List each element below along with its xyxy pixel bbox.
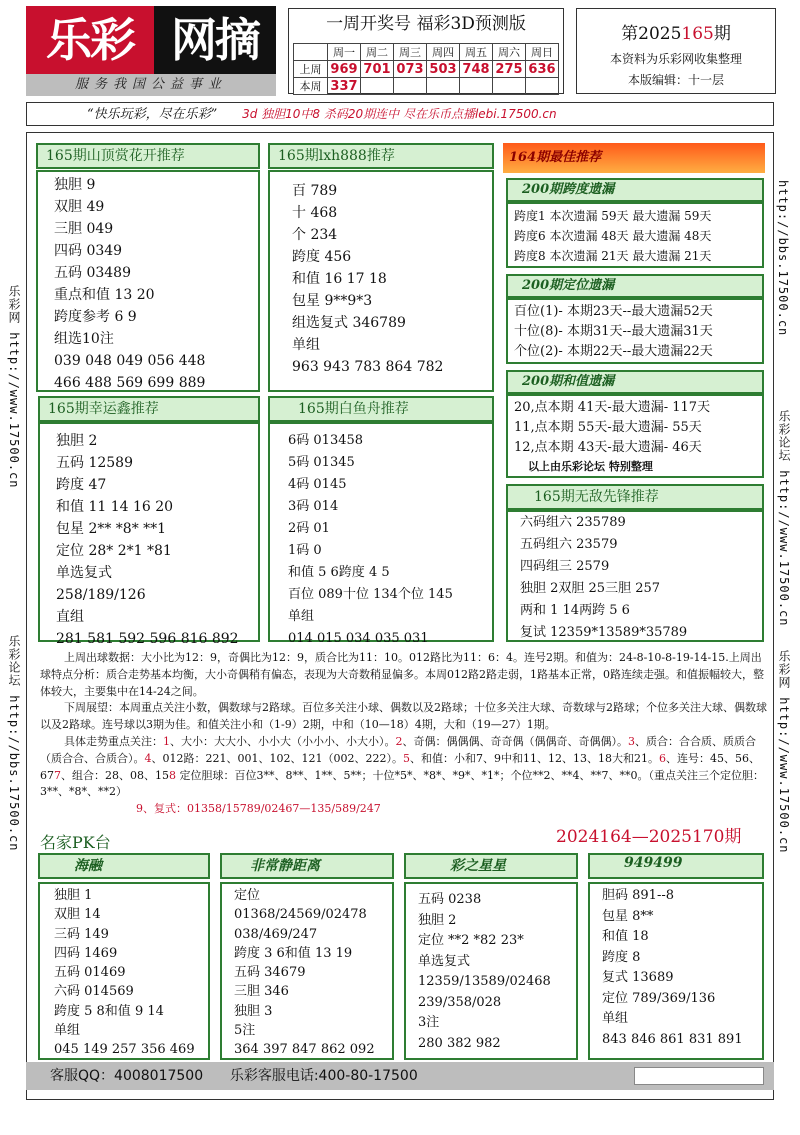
line: 五码 01469 [54, 965, 126, 981]
line: 双胆 49 [54, 199, 105, 215]
best-title: 164期最佳推荐 [503, 143, 765, 173]
editor-note: 本版编辑：十一层 [627, 73, 724, 87]
seg-num: 7 [54, 768, 61, 782]
line: 复试 12359*13589*35789 [520, 625, 688, 640]
footer-qq[interactable]: 客服QQ：4008017500 [50, 1068, 204, 1084]
analysis-text [40, 650, 770, 818]
line: 单组 [292, 337, 320, 353]
panel-wudi [506, 510, 764, 642]
seg-num: 6 [658, 751, 666, 765]
banner [26, 102, 774, 126]
line: 跨度 47 [56, 477, 107, 493]
draw-number [427, 78, 460, 95]
pk-range: 2024164—2025170期 [556, 827, 742, 847]
line: 单组 [602, 1011, 629, 1026]
line: 跨度 8 [602, 949, 641, 965]
line: 独胆 1 [54, 888, 93, 903]
corner-cell [294, 44, 328, 61]
span-omission-box [506, 202, 764, 268]
line: 01368/24569/02478 [234, 907, 367, 923]
line: 定位 **2 *82 23* [418, 933, 524, 948]
panel-shanding [36, 170, 260, 392]
line: 定位 28* 2*1 *81 [56, 543, 172, 559]
analysis-p4: 9、复式：01358/15789/02467—135/589/247 [136, 802, 381, 816]
line: 个位(2)- 本期22天--最大遗漏22天 [514, 344, 713, 359]
seg-num: 5 [402, 751, 410, 765]
line: 258/189/126 [56, 587, 146, 603]
line: 单组 [288, 609, 315, 624]
line: 280 382 982 [418, 1035, 501, 1051]
line: 十位(8)- 本期31天--最大遗漏31天 [514, 324, 713, 339]
seg: 、和值：小和7、9中和11、12、13、18大和21。 [409, 751, 659, 765]
line: 12,点本期 43天-最大遗漏- 46天 [514, 440, 702, 455]
line: 定位 [234, 888, 261, 903]
line: 三胆 049 [54, 221, 114, 237]
pk-title-caizhi: 彩之星星 [404, 853, 578, 879]
seg: 、连号：45、56、67 [40, 751, 760, 782]
draw-table [293, 43, 559, 95]
seg: 、奇偶：偶偶偶、奇奇偶（偶偶奇、奇偶偶）。 [402, 734, 628, 748]
line: 个 234 [292, 227, 338, 243]
panel-title-wudi: 165期无敌先锋推荐 [506, 484, 764, 510]
line: 独胆 2双胆 25三胆 257 [520, 581, 661, 596]
draw-number [361, 78, 394, 95]
line: 和值 5 6跨度 4 5 [288, 565, 390, 580]
footer-phone[interactable]: 乐彩客服电话:400-80-17500 [229, 1068, 418, 1084]
source-note: 本资料为乐彩网收集整理 [609, 52, 742, 66]
pk-label: 名家PK台 [40, 833, 111, 852]
panel-xingyun [38, 422, 260, 647]
draw-number: 337 [328, 78, 361, 95]
draw-number [394, 78, 427, 95]
position-omission-title: 200期定位遗漏 [506, 274, 764, 298]
analysis-p1: 上周出球数据：大小比为12：9，奇偶比为12：9，质合比为11：10。012路比为11：6：4。连号2期。和值为：24-8-10-8-19-14-15.上周出球特点分析：质合走势基本均衡，大小奇偶稍有偏态，表现为大奇数稍显偏多。本周012路2路走弱，1路基本正常，0路连续走强。和值振幅较大，整体较大，主要集中在14-24之间。 [40, 651, 764, 698]
banner-quote: “快乐玩彩，尽在乐彩” [87, 107, 218, 122]
line: 963 943 783 864 782 [292, 359, 444, 375]
issue-suffix: 期 [713, 24, 731, 44]
line: 复式 13689 [602, 970, 674, 985]
pk-title-haixiong: 海融 [38, 853, 210, 879]
line: 和值 18 [602, 929, 649, 944]
draw-number: 275 [493, 61, 526, 78]
seg: 、组合：28、08、15 [61, 768, 169, 782]
weekly-draw-box [288, 8, 564, 94]
panel-title-shanding: 165期山顶赏花开推荐 [36, 143, 260, 169]
line: 3码 014 [288, 499, 339, 514]
line: 12359/13589/02468 [418, 974, 551, 989]
seg: 、大小：大大小、小小大（小小小、小大小）。 [170, 734, 396, 748]
line: 直组 [56, 609, 84, 625]
draw-number: 701 [361, 61, 394, 78]
line: 843 846 861 831 891 [602, 1031, 743, 1047]
draw-number: 969 [328, 61, 361, 78]
position-omission-box [506, 298, 764, 364]
line: 两和 1 14两跨 5 6 [520, 603, 630, 618]
line: 五码组六 23579 [520, 537, 618, 552]
line: 038/469/247 [234, 926, 318, 942]
line: 独胆 2 [418, 912, 457, 928]
panel-baiyu [268, 422, 494, 646]
analysis-p3 [40, 734, 770, 801]
side-text-right-mid[interactable]: 乐彩论坛 http://www.17500.cn [777, 410, 791, 627]
line: 六码组六 235789 [520, 515, 626, 530]
seg-num: 4 [144, 751, 152, 765]
seg-num: 8 [169, 768, 176, 782]
line: 五码 03489 [54, 265, 131, 281]
line: 281 581 592 596 816 892 [56, 631, 239, 647]
line: 6码 013458 [288, 433, 364, 448]
line: 三码 149 [54, 926, 109, 942]
line: 百位 089十位 134个位 145 [288, 587, 453, 602]
seg-num: 2 [395, 734, 403, 748]
footer-blank-box [634, 1067, 764, 1085]
line: 百位(1)- 本期23天--最大遗漏52天 [514, 304, 713, 319]
line: 重点和值 13 20 [54, 287, 155, 303]
line: 四码组三 2579 [520, 559, 610, 574]
line: 039 048 049 056 448 [54, 353, 206, 369]
line: 5码 01345 [288, 455, 355, 470]
line: 包星 9**9*3 [292, 293, 373, 309]
logo-part2: 网摘 [154, 6, 276, 74]
pk-title-949499: 949499 [588, 853, 764, 879]
side-text-right-bottom[interactable]: 乐彩网 http://www.17500.cn [777, 650, 791, 854]
line: 单选复式 [56, 565, 112, 581]
line: 跨度6 本次遗漏 48天 最大遗漏 48天 [514, 229, 712, 243]
line: 四码 1469 [54, 945, 118, 961]
draw-number [526, 78, 559, 95]
draw-number: 073 [394, 61, 427, 78]
line: 跨度8 本次遗漏 21天 最大遗漏 21天 [514, 249, 712, 263]
side-text-left-bottom[interactable]: 乐彩论坛 http://bbs.17500.cn [7, 635, 21, 852]
credit-line: 以上由乐彩论坛 特别整理 [528, 460, 653, 473]
seg: 、质合：合合质、质质合（质合合、合质合）。 [40, 734, 756, 765]
line: 独胆 9 [54, 177, 96, 193]
draw-number: 748 [460, 61, 493, 78]
seg-num: 1 [163, 734, 170, 748]
pk-panel-caizhi [404, 882, 578, 1060]
panel-lxh [268, 170, 494, 392]
pk-panel-haixiong [38, 882, 210, 1060]
line: 定位 789/369/136 [602, 990, 716, 1006]
panel-title-xingyun: 165期幸运鑫推荐 [38, 396, 260, 422]
line: 跨度 3 6和值 13 19 [234, 945, 353, 961]
line: 单选复式 [418, 953, 471, 969]
side-text-right-top[interactable]: http://bbs.17500.cn [776, 180, 790, 337]
line: 六码 014569 [54, 984, 134, 1000]
row-label: 上周 [294, 61, 328, 78]
sum-omission-title: 200期和值遗漏 [506, 370, 764, 394]
line: 四码 0349 [54, 243, 123, 259]
logo-part1: 乐彩 [26, 6, 154, 74]
panel-title-lxh: 165期lxh888推荐 [268, 143, 494, 169]
footer-bar [26, 1062, 774, 1090]
line: 跨度 456 [292, 249, 352, 265]
line: 包星 2** *8* **1 [56, 521, 167, 537]
issue-num: 165 [681, 24, 714, 44]
line: 跨度1 本次遗漏 59天 最大遗漏 59天 [514, 209, 712, 223]
line: 5注 [234, 1023, 256, 1039]
line: 1码 0 [288, 543, 322, 558]
line: 239/358/028 [418, 994, 502, 1010]
pk-panel-949499 [588, 882, 764, 1060]
line: 2码 01 [288, 521, 330, 536]
issue-box [576, 8, 776, 94]
slogan: 服务我国公益事业 [26, 74, 276, 96]
line: 双胆 14 [54, 907, 101, 923]
span-omission-title: 200期跨度遗漏 [506, 178, 764, 202]
weekday-header: 周六 [493, 44, 526, 61]
weekday-header: 周日 [526, 44, 559, 61]
logo [26, 6, 276, 74]
weekday-header: 周五 [460, 44, 493, 61]
issue-number [577, 19, 775, 44]
line: 跨度 5 8和值 9 14 [54, 1003, 164, 1019]
line: 五码 12589 [56, 455, 133, 471]
analysis-p2: 下周展望：本周重点关注小数，偶数球与2路球。百位多关注小球、偶数以及2路球；十位多关注大球、奇数球与2路球；个位多关注大球、偶数球以及2路球。连号球以3期为佳。和值关注小和（1-9）2期，中和（10—18）4期，大和（19—27）1期。 [40, 701, 767, 732]
weekday-header: 周三 [394, 44, 427, 61]
line: 4码 0145 [288, 477, 347, 492]
draw-title: 一周开奖号 福彩3D预测版 [326, 14, 526, 34]
line: 和值 11 14 16 20 [56, 499, 174, 515]
line: 独胆 3 [234, 1003, 273, 1019]
line: 和值 16 17 18 [292, 271, 387, 287]
draw-number: 503 [427, 61, 460, 78]
weekday-header: 周二 [361, 44, 394, 61]
line: 五码 0238 [418, 892, 482, 907]
line: 独胆 2 [56, 433, 98, 449]
weekday-header: 周一 [328, 44, 361, 61]
line: 百 789 [292, 183, 338, 199]
line: 3注 [418, 1015, 440, 1030]
line: 包星 8** [602, 908, 654, 924]
row-label: 本周 [294, 78, 328, 95]
seg: 定位胆球：百位3**、8**、1**、5**；十位*5*、*8*、*9*、*1*；个位**2、**4、**7、**0。（重点关注三个定位胆：3**、*8*、**2） [40, 768, 764, 799]
line: 三胆 346 [234, 984, 289, 1000]
sum-omission-box [506, 394, 764, 478]
draw-number [460, 78, 493, 95]
line: 十 468 [292, 205, 338, 221]
seg-num: 3 [628, 734, 635, 748]
draw-number: 636 [526, 61, 559, 78]
draw-number [493, 78, 526, 95]
line: 五码 34679 [234, 965, 306, 981]
banner-promo[interactable]: 3d 独胆10中8 杀码20期连中 尽在乐币点播lebi.17500.cn [242, 107, 557, 121]
line: 胆码 891--8 [602, 888, 675, 903]
seg: 具体走势重点关注： [64, 734, 163, 748]
line: 组选10注 [54, 331, 114, 347]
line: 466 488 569 699 889 [54, 375, 206, 391]
line: 跨度参考 6 9 [54, 309, 137, 325]
seg: 、012路：221、001、102、121（002、222）。 [151, 751, 403, 765]
panel-title-baiyu: 165期白鱼舟推荐 [268, 396, 494, 422]
weekday-header: 周四 [427, 44, 460, 61]
pk-title-feichang: 非常静距离 [220, 853, 394, 879]
line: 014 015 034 035 031 [288, 631, 429, 646]
line: 364 397 847 862 092 [234, 1042, 375, 1058]
pk-panel-feichang [220, 882, 394, 1060]
side-text-left-top[interactable]: 乐彩网 http://www.17500.cn [7, 285, 21, 489]
line: 11,点本期 55天-最大遗漏- 55天 [514, 420, 702, 435]
line: 20,点本期 41天-最大遗漏- 117天 [514, 400, 711, 415]
line: 单组 [54, 1023, 81, 1039]
line: 组选复式 346789 [292, 315, 406, 331]
issue-prefix: 第2025 [621, 24, 682, 44]
line: 045 149 257 356 469 [54, 1042, 195, 1058]
